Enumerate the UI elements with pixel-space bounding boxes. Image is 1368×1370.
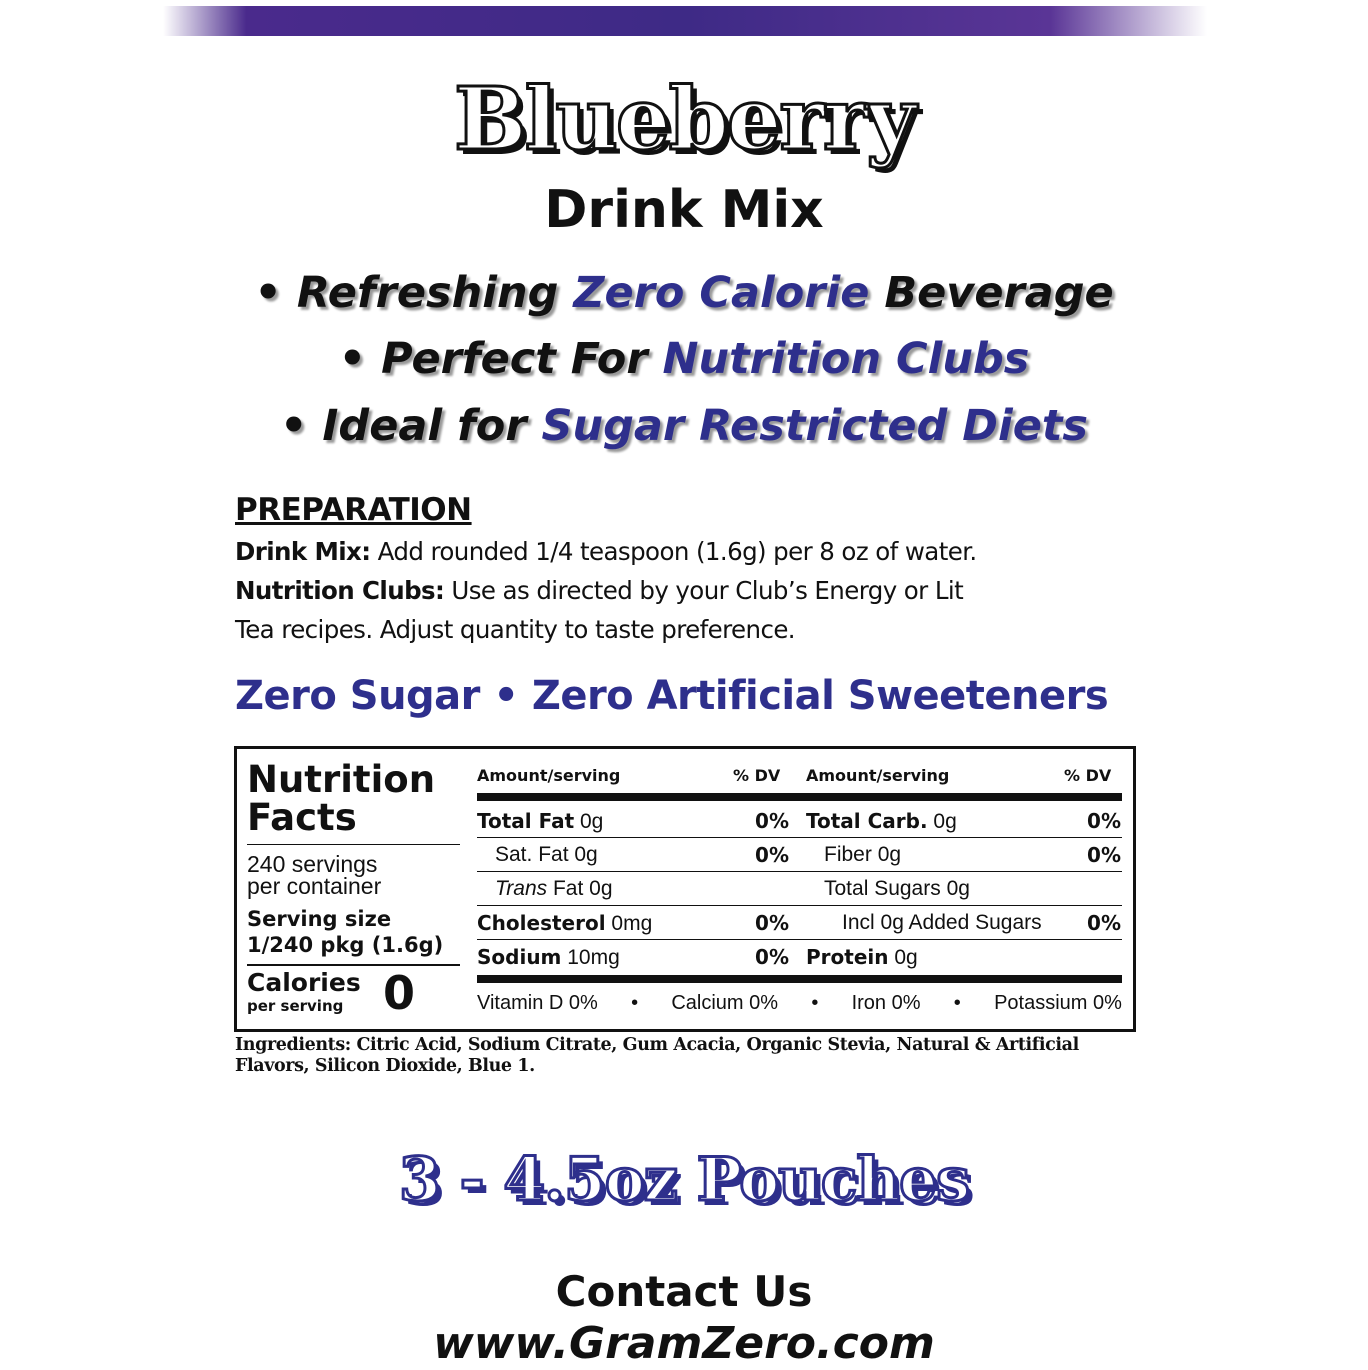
nutrient-total-sugars — [824, 876, 970, 902]
nutrient-dv: 0% — [1087, 809, 1121, 833]
bullet-marker: • — [279, 401, 308, 451]
nutrient-amount: 0g — [940, 877, 970, 900]
nutrient-dv: 0% — [755, 911, 789, 935]
potassium: Potassium 0% — [994, 992, 1122, 1014]
preparation-text: Tea recipes. Adjust quantity to taste preference. — [235, 615, 795, 644]
ingredients-list: Ingredients: Citric Acid, Sodium Citrate, Gum Acacia, Organic Stevia, Natural & Artificial Flavors, Silicon Dioxide, Blue 1. — [235, 1035, 1079, 1076]
nutrient-name: Total Carb. — [806, 809, 928, 833]
bullet-highlight: Nutrition Clubs — [662, 334, 1030, 384]
calories-label: Calories — [247, 968, 361, 997]
preparation-label: Drink Mix: — [235, 537, 371, 566]
vitamins-row — [477, 990, 1122, 1016]
row-divider — [477, 871, 1122, 872]
separator-dot: • — [953, 992, 961, 1014]
tagline: Zero Sugar • Zero Artificial Sweeteners — [235, 673, 1109, 719]
row-divider — [477, 905, 1122, 906]
preparation-line-3 — [235, 611, 1145, 649]
nutrient-name: Sodium — [477, 945, 562, 969]
dv-header-right: % DV — [1064, 766, 1112, 785]
preparation-line-1 — [235, 533, 1145, 571]
website-url: www.GramZero.com — [433, 1318, 935, 1369]
nutrition-facts-panel — [234, 746, 1136, 1032]
per-serving-label: per serving — [247, 997, 344, 1015]
servings-line: 240 servings — [247, 851, 378, 877]
nutrient-dv: 0% — [755, 809, 789, 833]
nutrient-name: Fiber — [824, 843, 872, 866]
nutrient-amount: 0g — [574, 810, 604, 833]
feature-bullet-2 — [0, 331, 1368, 387]
preparation-text: Add rounded 1/4 teaspoon (1.6g) per 8 oz of water. — [370, 537, 977, 566]
nutrient-name: Sat. Fat — [495, 843, 569, 866]
nutrient-amount: Fat 0g — [547, 877, 613, 900]
nutrient-dv: 0% — [755, 945, 789, 969]
nutrient-dv: 0% — [755, 843, 789, 867]
preparation-line-2 — [235, 572, 1145, 610]
dv-header-left: % DV — [733, 766, 781, 785]
servings-per-container — [247, 853, 467, 897]
preparation-heading: PREPARATION — [235, 492, 472, 528]
preparation-text: Use as directed by your Club’s Energy or Lit — [444, 576, 964, 605]
preparation-label: Nutrition Clubs: — [235, 576, 445, 605]
nutrient-name: Cholesterol — [477, 911, 606, 935]
bullet-marker: • — [254, 268, 282, 318]
nutrient-trans-fat — [495, 876, 613, 902]
nutrient-amount: 0g — [871, 843, 902, 866]
servings-line: per container — [247, 873, 382, 899]
separator-dot: • — [811, 992, 819, 1014]
nutrient-amount: 0g — [568, 843, 598, 866]
nutrient-protein — [806, 944, 918, 971]
bullet-highlight: Zero Calorie — [573, 268, 870, 318]
nutrient-amount: 10mg — [561, 946, 620, 969]
bullet-highlight: Sugar Restricted Diets — [541, 401, 1089, 451]
nutrient-total-fat — [477, 808, 603, 835]
iron: Iron 0% — [851, 992, 921, 1014]
feature-bullet-3 — [0, 398, 1368, 454]
bullet-text: Beverage — [869, 268, 1114, 318]
row-divider — [477, 837, 1122, 838]
serving-size-value: 1/240 pkg (1.6g) — [247, 933, 444, 957]
nutrient-name: Incl 0g Added Sugars — [842, 911, 1042, 934]
row-divider — [477, 939, 1122, 940]
nutrient-amount: 0g — [888, 946, 918, 969]
nutrition-title-line: Nutrition — [247, 758, 436, 801]
nutrient-name: Trans — [495, 877, 548, 900]
nutrient-added-sugars — [842, 910, 1042, 936]
product-subtitle: Drink Mix — [544, 180, 824, 240]
separator-dot: • — [631, 992, 639, 1014]
package-size: 3 - 4.5oz Pouches — [398, 1145, 970, 1215]
amount-header-right: Amount/serving — [806, 766, 950, 785]
feature-bullet-1 — [0, 265, 1368, 321]
vitamin-d: Vitamin D 0% — [477, 992, 598, 1014]
calcium: Calcium 0% — [671, 992, 779, 1014]
nutrient-cholesterol — [477, 910, 652, 937]
serving-size-label: Serving size — [247, 907, 392, 931]
bullet-text: Refreshing — [296, 268, 574, 318]
bullet-marker: • — [338, 334, 367, 384]
nutrient-sat-fat — [495, 842, 598, 868]
divider — [247, 844, 460, 845]
divider — [247, 964, 460, 966]
nutrient-amount: 0g — [927, 810, 957, 833]
bullet-text: Ideal for — [322, 401, 542, 451]
nutrient-name: Total Sugars — [824, 877, 941, 900]
thick-divider — [477, 793, 1122, 801]
nutrient-amount: 0mg — [605, 912, 653, 935]
product-title: Blueberry — [453, 69, 915, 170]
top-banner-bar — [163, 6, 1207, 36]
nutrient-dv: 0% — [1087, 911, 1121, 935]
amount-header-left: Amount/serving — [477, 766, 621, 785]
nutrient-sodium — [477, 944, 620, 971]
serving-size — [247, 906, 472, 958]
nutrient-fiber — [824, 842, 901, 868]
nutrition-facts-title — [247, 758, 436, 839]
bullet-text: Perfect For — [381, 334, 663, 384]
contact-heading: Contact Us — [555, 1267, 813, 1316]
nutrient-name: Total Fat — [477, 809, 575, 833]
nutrient-dv: 0% — [1087, 843, 1121, 867]
calories-value: 0 — [383, 966, 416, 1020]
nutrition-title-line: Facts — [247, 796, 357, 839]
nutrient-total-carb — [806, 808, 957, 835]
thick-divider — [477, 975, 1122, 983]
nutrient-name: Protein — [806, 945, 889, 969]
